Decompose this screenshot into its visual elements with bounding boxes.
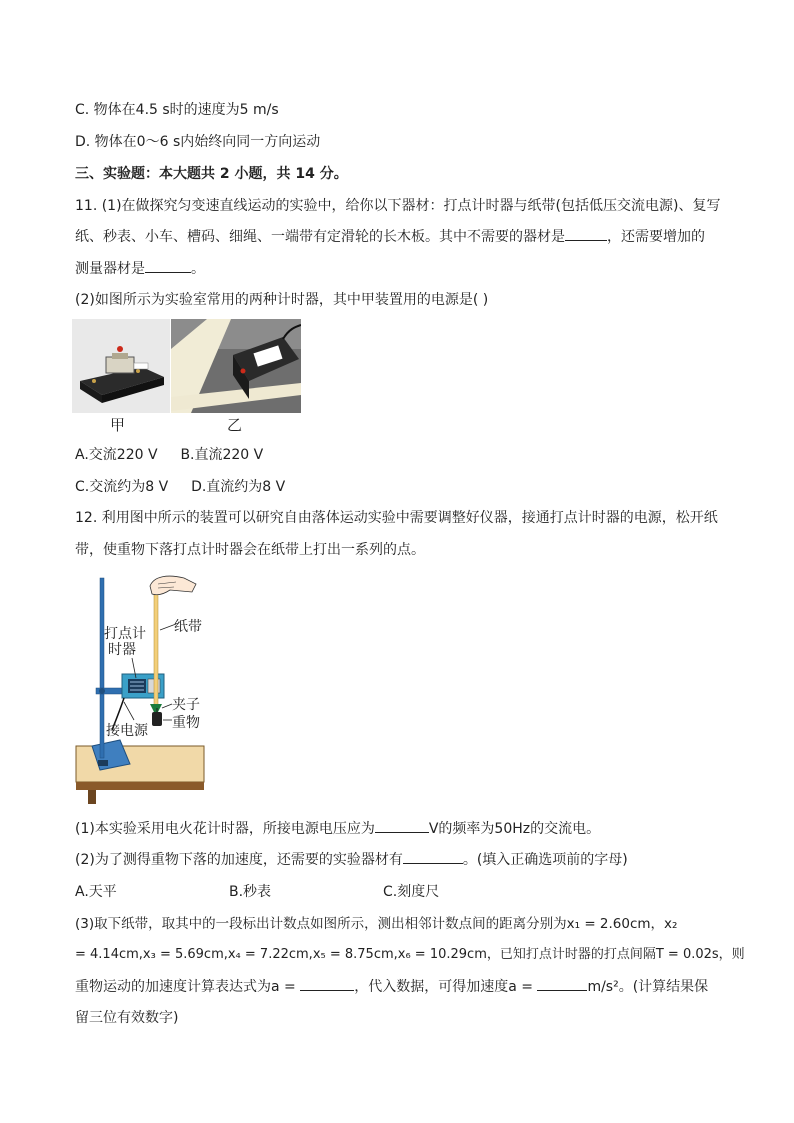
q12-part2-text-b: 。(填入正确选项前的字母) <box>462 852 628 868</box>
q11-part2-text: (2)如图所示为实验室常用的两种计时器，其中甲装置用的电源是( ) <box>75 292 489 308</box>
q12-part3-line2: = 4.14cm,x₃ = 5.69cm,x₄ = 7.22cm,x₅ = 8.75cm,x₆ = 10.29cm，已知打点计时器的打点间隔T = 0.02s，则 <box>75 947 745 962</box>
timer-jia-image <box>72 319 170 413</box>
q12-option-b: B.秒表 <box>229 884 272 900</box>
answer-blank[interactable] <box>375 818 429 833</box>
q12-part3-line1: (3)取下纸带，取其中的一段标出计数点如图所示，测出相邻计数点间的距离分别为x₁ = 2.60cm，x₂ <box>75 916 678 932</box>
q12-part2-text-a: (2)为了测得重物下落的加速度，还需要的实验器材有 <box>75 852 403 868</box>
q12-intro-line1: 12. 利用图中所示的装置可以研究自由落体运动实验中需要调整好仪器，接通打点计时器的电源，松开纸 <box>75 510 718 526</box>
q11-part1-line2 <box>75 226 705 248</box>
apparatus-figure <box>72 570 207 804</box>
q11-option-b: B.直流220 V <box>180 447 264 463</box>
q12-part3-line3-text-c: m/s²。(计算结果保 <box>587 979 709 995</box>
answer-blank[interactable] <box>537 976 587 991</box>
q12-part2 <box>75 849 628 871</box>
q11-option-d: D.直流约为8 V <box>191 479 286 495</box>
label-timer-line2: 时器 <box>108 642 136 658</box>
q11-part1-line3 <box>75 258 205 280</box>
timer-photo-yi <box>171 319 301 413</box>
q12-option-a: A.天平 <box>75 884 117 900</box>
q11-option-a: A.交流220 V <box>75 447 158 463</box>
figure-label-jia: 甲 <box>110 416 126 434</box>
q12-option-c: C.刻度尺 <box>383 884 440 900</box>
q11-part1-line1: 11. (1)在做探究匀变速直线运动的实验中，给你以下器材：打点计时器与纸带(包括低压交流电源)、复写 <box>75 198 721 214</box>
label-timer <box>104 626 146 658</box>
label-clip: 夹子 <box>172 697 200 713</box>
q12-part3-line3-text-b: ，代入数据，可得加速度a = <box>354 979 538 995</box>
answer-blank[interactable] <box>403 849 463 864</box>
label-timer-line1: 打点计 <box>104 626 146 642</box>
q12-options <box>75 881 439 903</box>
q11-part1-line2-text-a: 纸、秒表、小车、槽码、细绳、一端带有定滑轮的长木板。其中不需要的器材是 <box>75 229 565 245</box>
label-weight: 重物 <box>172 715 200 731</box>
figure-label-yi: 乙 <box>227 416 243 434</box>
timer-photo-jia <box>72 319 170 413</box>
option-c-text: C. 物体在4.5 s时的速度为5 m/s <box>75 102 279 118</box>
answer-blank[interactable] <box>145 258 191 273</box>
section-title: 三、实验题：本大题共 2 小题，共 14 分。 <box>75 166 348 182</box>
q12-part1 <box>75 818 600 840</box>
q12-part1-text-a: (1)本实验采用电火花计时器，所接电源电压应为 <box>75 821 375 837</box>
q12-part1-text-b: V的频率为50Hz的交流电。 <box>428 821 601 837</box>
q12-part3-line3-text-a: 重物运动的加速度计算表达式为a = <box>75 979 301 995</box>
q11-part1-line3-text-b: 。 <box>191 261 205 277</box>
q12-part3-line4: 留三位有效数字) <box>75 1010 179 1026</box>
label-tape: 纸带 <box>174 619 202 635</box>
q11-option-c: C.交流约为8 V <box>75 479 169 495</box>
q11-options-row1 <box>75 444 263 466</box>
q11-options-row2 <box>75 476 285 498</box>
option-d-text: D. 物体在0～6 s内始终向同一方向运动 <box>75 134 321 150</box>
answer-blank[interactable] <box>565 226 607 241</box>
q11-part1-line2-text-b: ，还需要增加的 <box>607 229 705 245</box>
q12-intro-line2: 带，使重物下落打点计时器会在纸带上打出一系列的点。 <box>75 542 425 558</box>
apparatus-diagram <box>72 570 207 804</box>
q12-part3-line3 <box>75 976 708 998</box>
q11-part1-line3-text-a: 测量器材是 <box>75 261 145 277</box>
label-power: 接电源 <box>106 723 148 739</box>
timer-yi-image <box>171 319 301 413</box>
answer-blank[interactable] <box>300 976 354 991</box>
